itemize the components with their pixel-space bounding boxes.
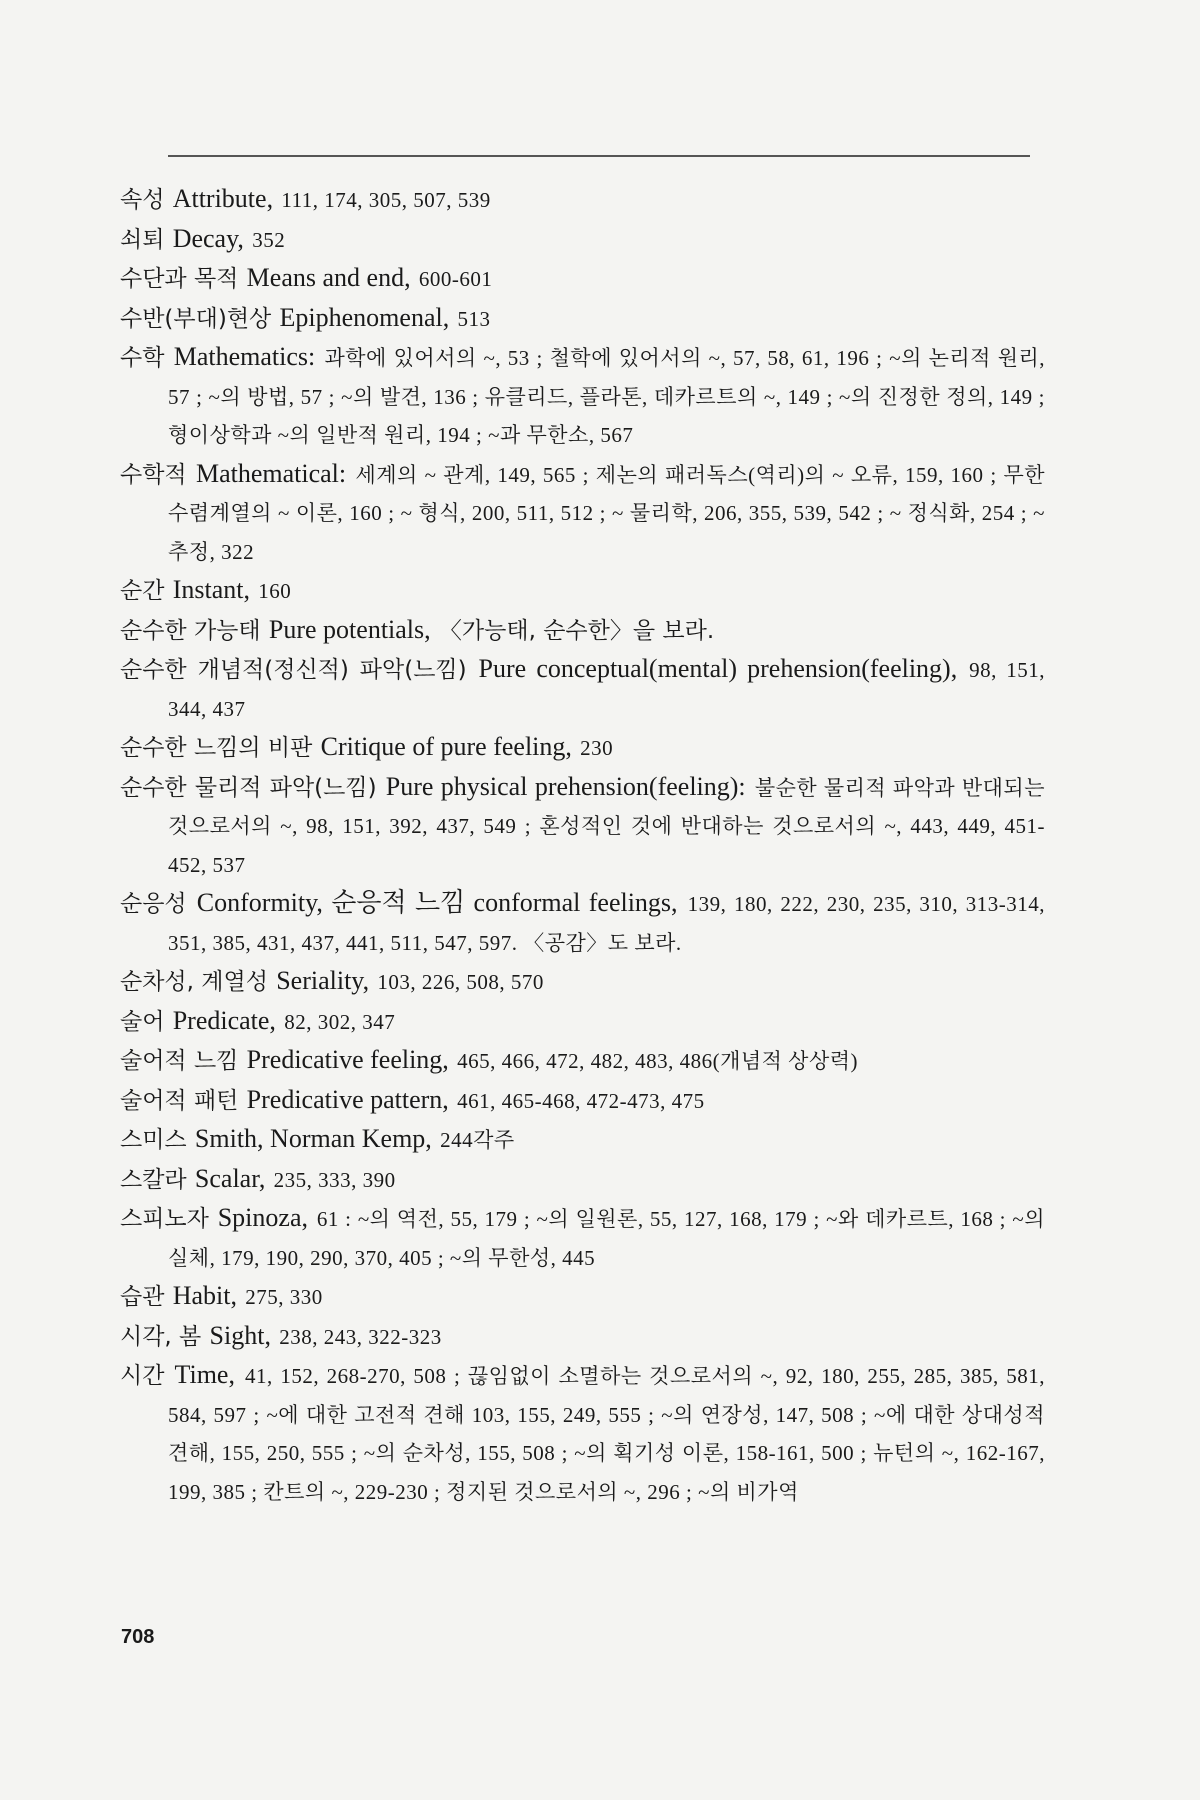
index-entry: 수학 Mathematics: 과학에 있어서의 ~, 53 ; 철학에 있어서의 ~, 57, 58, 61, 196 ; ~의 논리적 원리, 57 ; ~의 방법, 57 ; ~의 발견, 136 ; 유클리드, 플라톤, 데카르트의 ~, 149 ; ~의 진정한 정의, 149 ; 형이상학과 ~의 일반적 원리, 194 ; ~과 무한소, 567 xyxy=(120,342,1046,447)
index-entry: 수반(부대)현상 Epiphenomenal, 513 xyxy=(120,302,491,332)
index-entry: 스피노자 Spinoza, 61 : ~의 역전, 55, 179 ; ~의 일원론, 55, 127, 168, 179 ; ~와 데카르트, 168 ; ~의 실체, 179, 190, 290, 370, 405 ; ~의 무한성, 445 xyxy=(120,1203,1045,1270)
index-entry: 술어적 느낌 Predicative feeling, 465, 466, 472, 482, 483, 486(개념적 상상력) xyxy=(120,1045,859,1074)
index-list xyxy=(120,180,1045,1511)
index-entry: 스칼라 Scalar, 235, 333, 390 xyxy=(120,1163,396,1193)
header-rule xyxy=(168,155,1030,157)
index-entry: 순수한 물리적 파악(느낌) Pure physical prehension(feeling): 불순한 물리적 파악과 반대되는 것으로서의 ~, 98, 151, 392, 437, 549 ; 혼성적인 것에 반대하는 것으로서의 ~, 443, 449, 451-452, 537 xyxy=(120,771,1046,877)
index-entry: 시간 Time, 41, 152, 268-270, 508 ; 끊임없이 소멸하는 것으로서의 ~, 92, 180, 255, 285, 385, 581, 584, 597 ; ~에 대한 고전적 견해 103, 155, 249, 555 ; ~의 연장성, 147, 508 ; ~에 대한 상대성적 견해, 155, 250, 555 ; ~의 순차성, 155, 508 ; ~의 획기성 이론, 158-161, 500 ; 뉴턴의 ~, 162-167, 199, 385 ; 칸트의 ~, 229-230 ; 정지된 것으로서의 ~, 296 ; ~의 비가역 xyxy=(120,1360,1046,1504)
index-entry: 습관 Habit, 275, 330 xyxy=(120,1281,323,1310)
index-entry: 순수한 가능태 Pure potentials, 〈가능태, 순수한〉을 보라. xyxy=(120,614,715,644)
index-entry: 수학적 Mathematical: 세계의 ~ 관계, 149, 565 ; 제논의 패러독스(역리)의 ~ 오류, 159, 160 ; 무한수렴계열의 ~ 이론, 160 ; ~ 형식, 200, 511, 512 ; ~ 물리학, 206, 355, 539, 542 ; ~ 정식화, 254 ; ~ 추정, 322 xyxy=(120,458,1046,564)
index-entry: 속성 Attribute, 111, 174, 305, 507, 539 xyxy=(120,184,491,213)
index-entry: 순수한 느낌의 비판 Critique of pure feeling, 230 xyxy=(120,732,614,761)
index-entry: 시각, 봄 Sight, 238, 243, 322-323 xyxy=(120,1320,442,1350)
index-entry: 순간 Instant, 160 xyxy=(120,575,292,604)
index-entry: 술어 Predicate, 82, 302, 347 xyxy=(120,1005,396,1035)
index-entry: 수단과 목적 Means and end, 600-601 xyxy=(120,263,493,292)
index-entry: 술어적 패턴 Predicative pattern, 461, 465-468, 472-473, 475 xyxy=(120,1084,705,1114)
index-entry: 순수한 개념적(정신적) 파악(느낌) Pure conceptual(mental) prehension(feeling), 98, 151, 344, 437 xyxy=(120,654,1046,721)
index-entry: 순응성 Conformity, 순응적 느낌 conformal feelings, 139, 180, 222, 230, 235, 310, 313-314, 351, 385, 431, 437, 441, 511, 547, 597. 〈공감〉도 보라. xyxy=(120,888,1046,955)
index-entry: 순차성, 계열성 Seriality, 103, 226, 508, 570 xyxy=(120,966,544,995)
index-entry: 쇠퇴 Decay, 352 xyxy=(120,223,286,253)
page-number: 708 xyxy=(121,1626,155,1648)
index-entry: 스미스 Smith, Norman Kemp, 244각주 xyxy=(120,1124,515,1153)
